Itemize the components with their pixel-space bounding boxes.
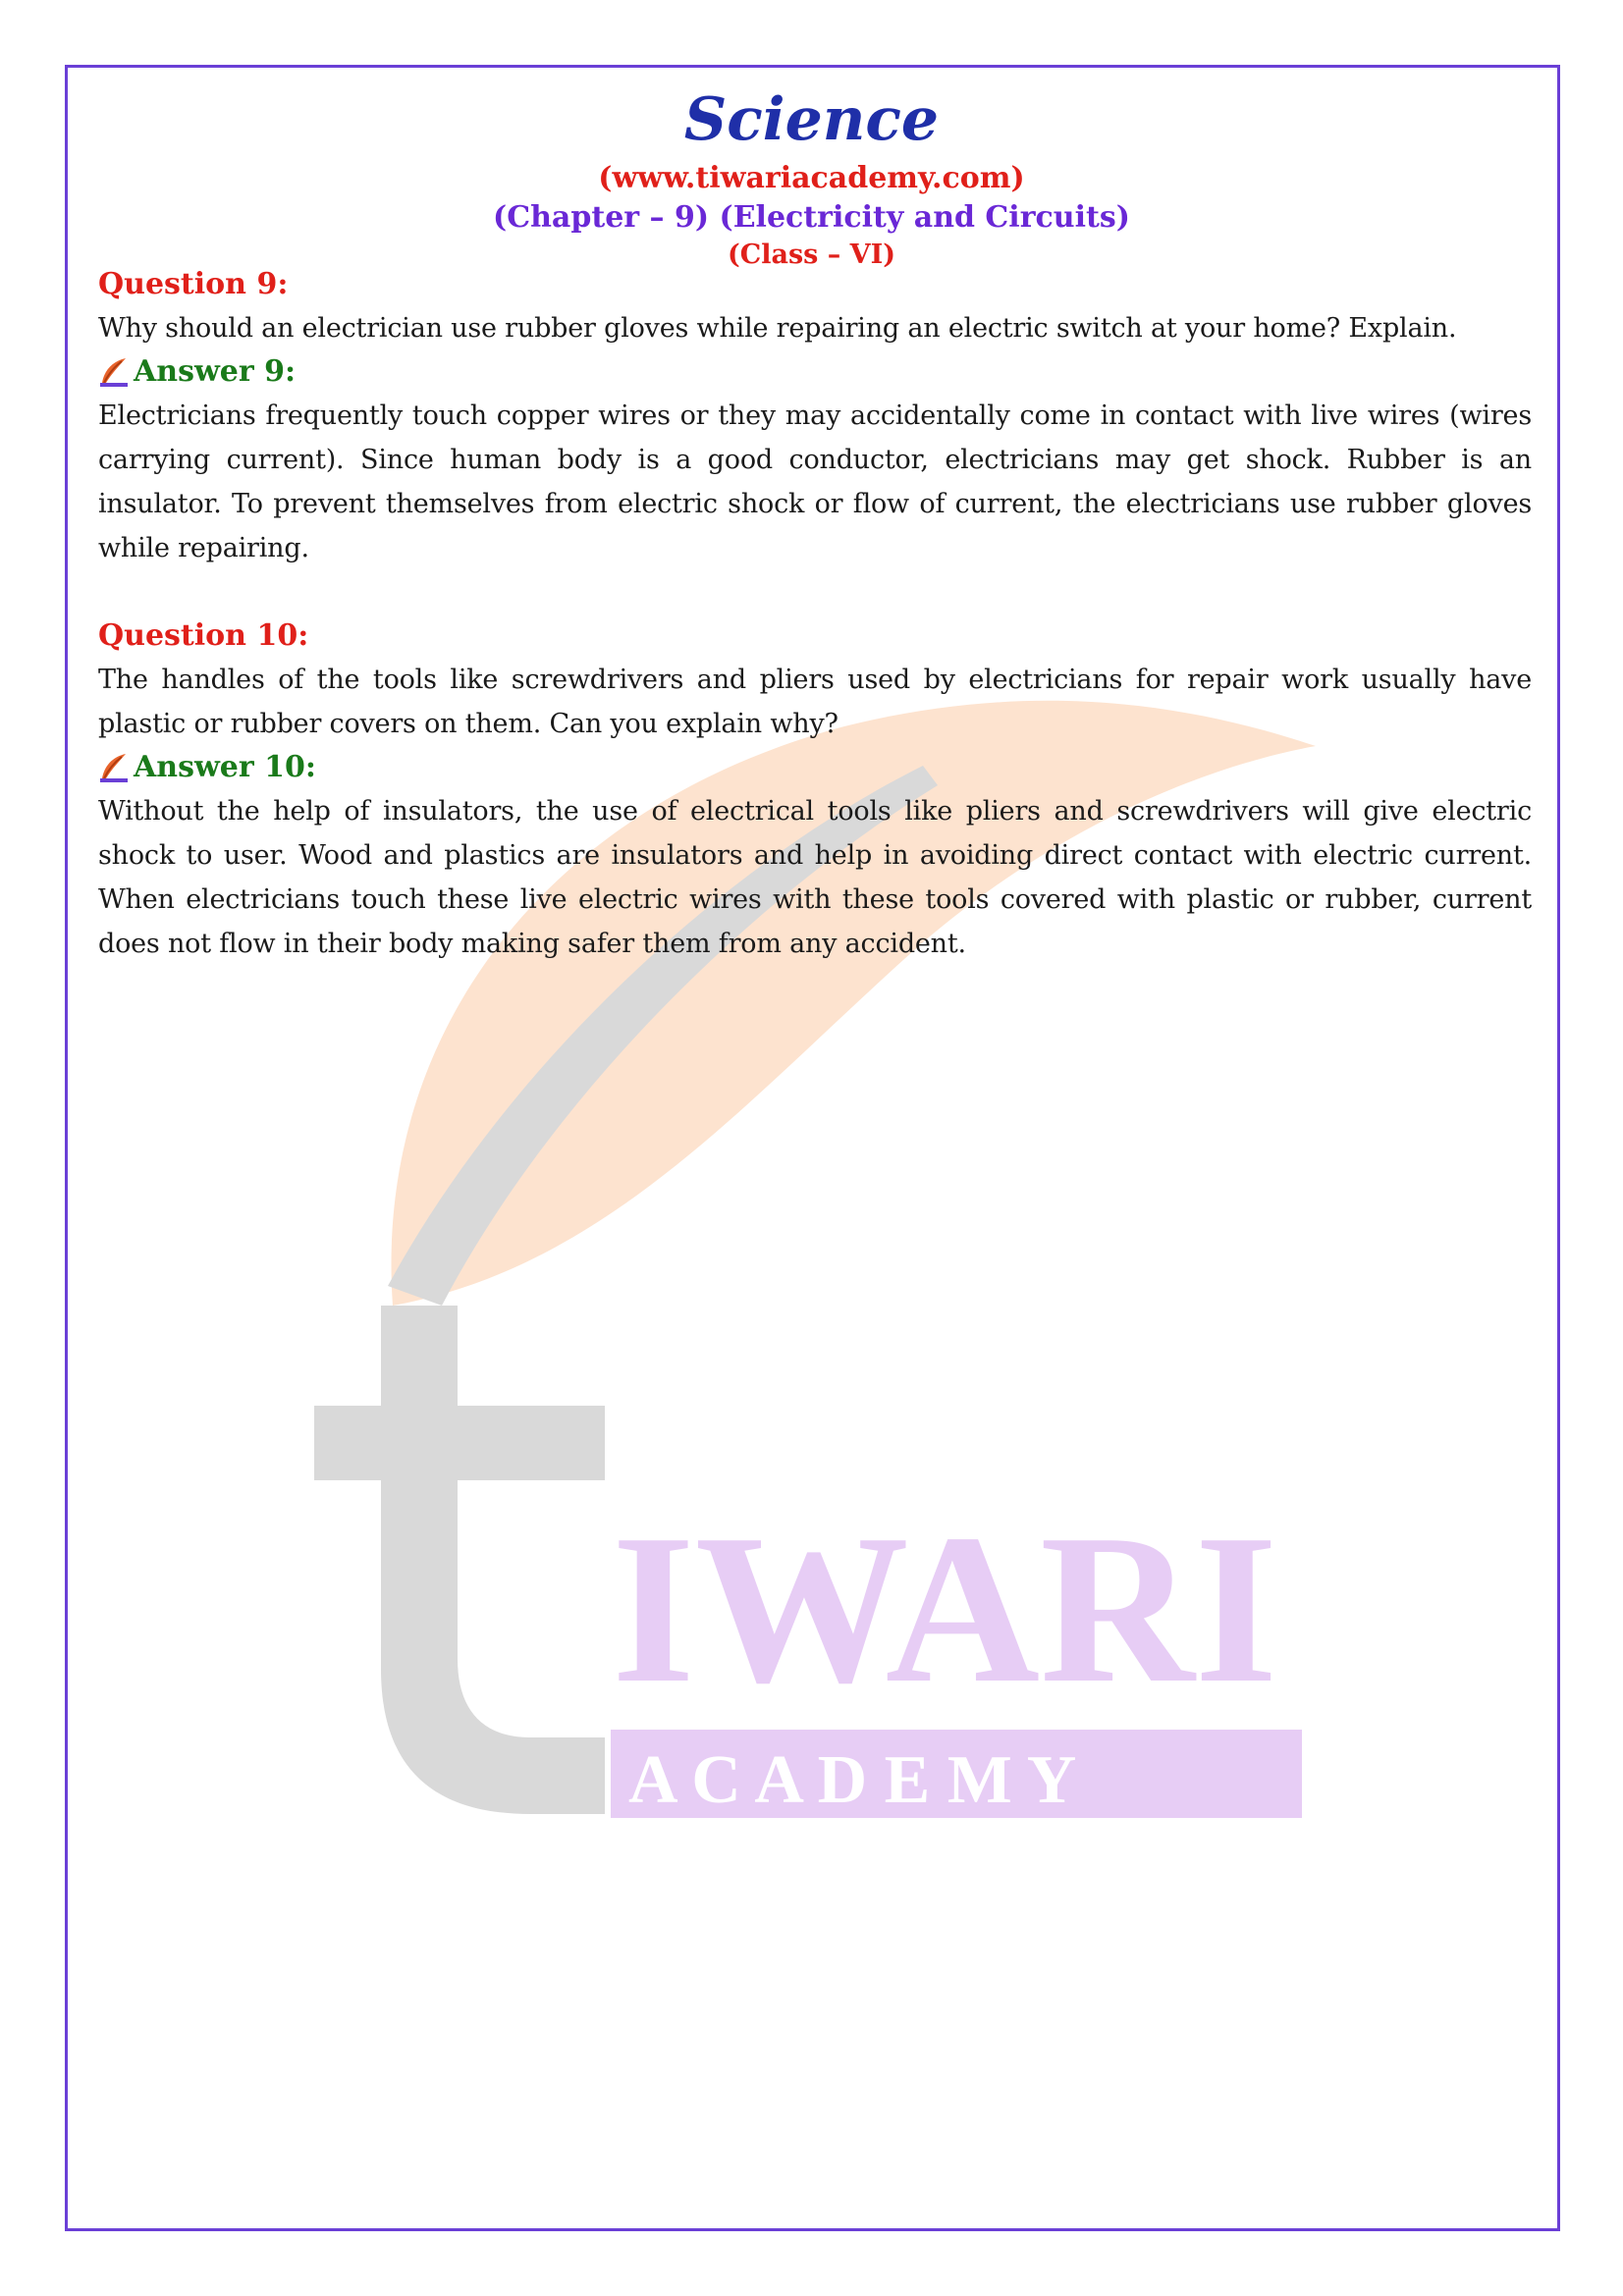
answer-heading [98,350,1532,394]
answer-text: Electricians frequently touch copper wires or they may accidentally come in contact with live wires (wires carrying current). Since human body is a good conductor, electricians may get shock. Rubber is an insulator. To prevent themselves from electric shock or flow of current, the electricians use rubber gloves while repairing. [98,400,1532,563]
pen-logo-icon [98,751,132,784]
question-text: Why should an electrician use rubber gloves while repairing an electric switch at your home? Explain. [98,313,1457,344]
answer-label: Answer 9: [134,354,297,389]
question-label: Question 10: [98,618,309,653]
watermark-sub: A C A D E M Y [628,1742,1077,1818]
website-link[interactable]: (www.tiwariacademy.com) [598,161,1025,195]
class-heading: (Class – VI) [727,240,896,270]
watermark-brand: IWARI [612,1491,1278,1728]
answer-text: Without the help of insulators, the use of electrical tools like pliers and screwdrivers will give electric shock to user. Wood and plastics are insulators and help in avoiding direct contact with electric current. When electricians touch these live electric wires with these tools covered with plastic or rubber, current does not flow in their body making safer them from any accident. [98,796,1532,959]
page-header [0,79,1623,273]
page-title: Science [683,85,940,154]
question-label: Question 9: [98,267,289,301]
qa-content [98,263,1532,966]
pen-logo-icon [98,355,132,389]
answer-heading [98,746,1532,789]
chapter-heading: (Chapter – 9) (Electricity and Circuits) [493,200,1130,235]
answer-label: Answer 10: [134,750,316,784]
question-text: The handles of the tools like screwdrivers and pliers used by electricians for repair work usually have plastic or rubber covers on them. Can you explain why? [98,665,1532,739]
